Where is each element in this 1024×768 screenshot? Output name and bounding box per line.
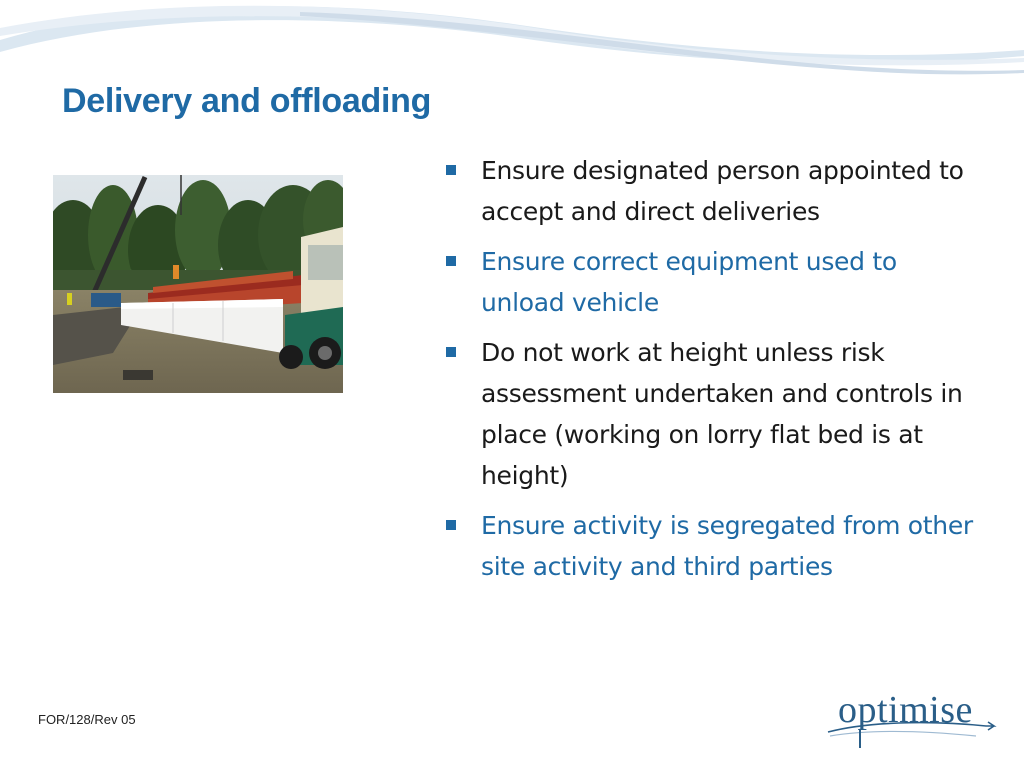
footer-reference: FOR/128/Rev 05: [38, 712, 136, 727]
bullet-item: [440, 150, 980, 232]
bullet-item: [440, 241, 980, 323]
bullet-item: [440, 332, 980, 496]
optimise-logo: [826, 688, 1001, 752]
square-bullet-icon: [446, 520, 456, 530]
bullet-text: Ensure designated person appointed to accept and direct deliveries: [481, 156, 964, 226]
bullet-text: Ensure activity is segregated from other site activity and third parties: [481, 511, 973, 581]
construction-site-delivery-photo: [53, 175, 343, 393]
square-bullet-icon: [446, 165, 456, 175]
square-bullet-icon: [446, 256, 456, 266]
square-bullet-icon: [446, 347, 456, 357]
logo-text: optimise: [838, 689, 973, 731]
bullet-text: Ensure correct equipment used to unload vehicle: [481, 247, 897, 317]
bullet-text: Do not work at height unless risk assessment undertaken and controls in place (working on lorry flat bed is at height): [481, 338, 963, 490]
bullet-item: [440, 505, 980, 587]
slide-title: Delivery and offloading: [62, 82, 432, 120]
bullet-list: [440, 150, 980, 596]
